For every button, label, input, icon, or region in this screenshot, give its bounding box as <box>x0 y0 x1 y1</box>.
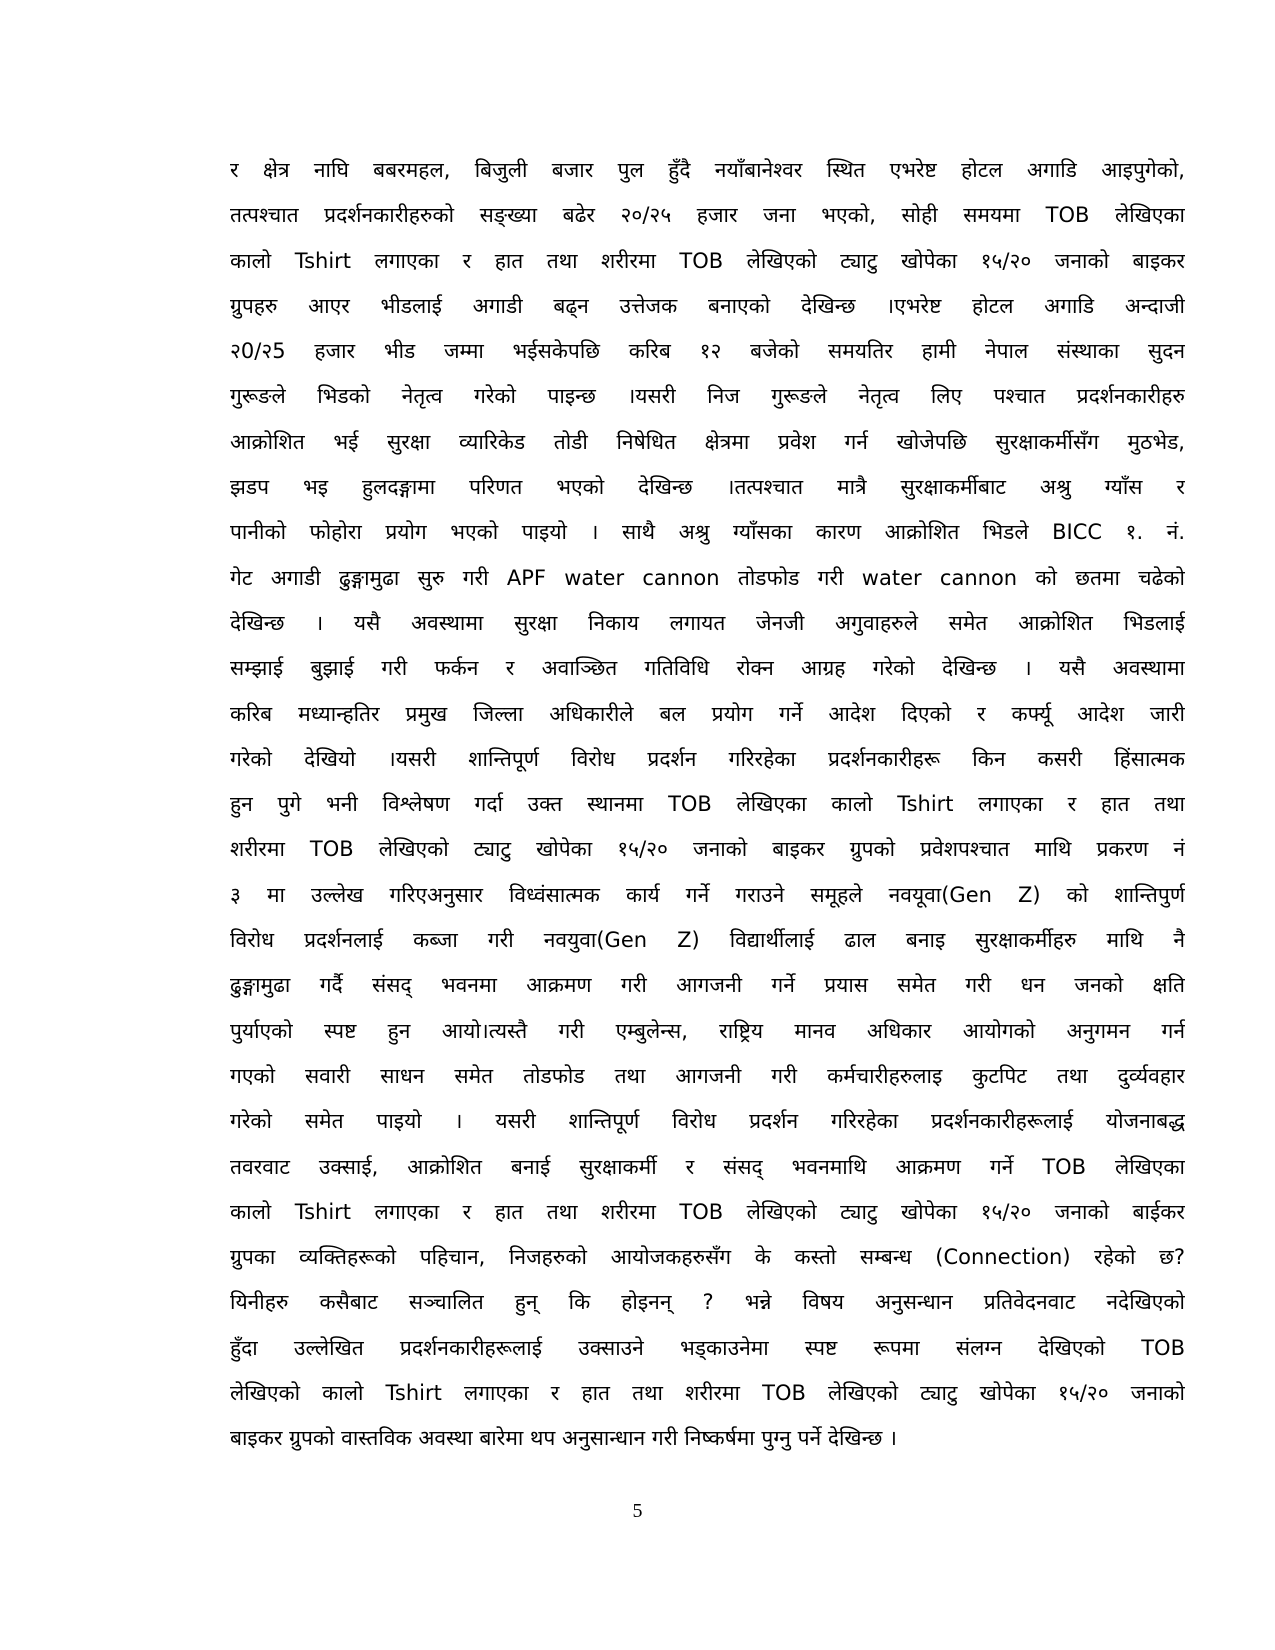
paragraph-line: गएको सवारी साधन समेत तोडफोड तथा आगजनी गरी कर्मचारीहरुलाइ कुटपिट तथा दुर्व्यवहार <box>230 1063 1185 1088</box>
paragraph-line: हुँदा उल्लेखित प्रदर्शनकारीहरूलाई उक्साउने भड्काउनेमा स्पष्ट रूपमा संलग्न देखिएको TOB <box>230 1335 1185 1360</box>
paragraph-line: २0/२5 हजार भीड जम्मा भईसकेपछि करिब १२ बजेको समयतिर हामी नेपाल संस्थाका सुदन <box>230 339 1185 364</box>
paragraph-line: देखिन्छ । यसै अवस्थामा सुरक्षा निकाय लगायत जेनजी अगुवाहरुले समेत आक्रोशित भिडलाई <box>230 610 1185 635</box>
paragraph-line: तत्पश्चात प्रदर्शनकारीहरुको सङ्ख्या बढेर २०/२५ हजार जना भएको, सोही समयमा TOB लेखिएका <box>230 203 1185 228</box>
paragraph-line: कालो Tshirt लगाएका र हात तथा शरीरमा TOB लेखिएको ट्याटु खोपेका १५/२० जनाको बाईकर <box>230 1199 1185 1224</box>
paragraph-line: कालो Tshirt लगाएका र हात तथा शरीरमा TOB लेखिएको ट्याटु खोपेका १५/२० जनाको बाइकर <box>230 248 1185 273</box>
paragraph-line: आक्रोशित भई सुरक्षा व्यारिकेड तोडी निषेधित क्षेत्रमा प्रवेश गर्न खोजेपछि सुरक्षाकर्मीसँग मुठभेड, <box>230 429 1185 454</box>
paragraph-line: सम्झाई बुझाई गरी फर्कन र अवाञ्छित गतिविधि रोक्न आग्रह गरेको देखिन्छ । यसै अवस्थामा <box>230 656 1185 681</box>
paragraph-line: ढुङ्गामुढा गर्दै संसद् भवनमा आक्रमण गरी आगजनी गर्ने प्रयास समेत गरी धन जनको क्षति <box>230 973 1185 998</box>
paragraph-line: लेखिएको कालो Tshirt लगाएका र हात तथा शरीरमा TOB लेखिएको ट्याटु खोपेका १५/२० जनाको <box>230 1381 1185 1406</box>
paragraph-line: विरोध प्रदर्शनलाई कब्जा गरी नवयुवा(Gen Z) विद्यार्थीलाई ढाल बनाइ सुरक्षाकर्मीहरु माथि नै <box>230 928 1185 953</box>
paragraph-line: गरेको समेत पाइयो । यसरी शान्तिपूर्ण विरोध प्रदर्शन गरिरहेका प्रदर्शनकारीहरूलाई योजनाबद्ध <box>230 1109 1185 1134</box>
paragraph-line: गुरूङले भिडको नेतृत्व गरेको पाइन्छ ।यसरी निज गुरूङले नेतृत्व लिए पश्चात प्रदर्शनकारीहरु <box>230 384 1185 409</box>
paragraph-line: यिनीहरु कसैबाट सञ्चालित हुन् कि होइनन् ? भन्ने विषय अनुसन्धान प्रतिवेदनवाट नदेखिएको <box>230 1290 1185 1315</box>
paragraph-line: करिब मध्यान्हतिर प्रमुख जिल्ला अधिकारीले बल प्रयोग गर्ने आदेश दिएको र कर्फ्यू आदेश जारी <box>230 701 1185 726</box>
paragraph-line: हुन पुगे भनी विश्लेषण गर्दा उक्त स्थानमा TOB लेखिएका कालो Tshirt लगाएका र हात तथा <box>230 792 1185 817</box>
paragraph-line: पुर्याएको स्पष्ट हुन आयो।त्यस्तै गरी एम्बुलेन्स, राष्ट्रिय मानव अधिकार आयोगको अनुगमन गर्न <box>230 1018 1185 1043</box>
paragraph-line: र क्षेत्र नाघि बबरमहल, बिजुली बजार पुल हुँदै नयाँबानेश्वर स्थित एभरेष्ट होटल अगाडि आइपुगेको, <box>230 158 1185 182</box>
paragraph-line: तवरवाट उक्साई, आक्रोशित बनाई सुरक्षाकर्मी र संसद् भवनमाथि आक्रमण गर्ने TOB लेखिएका <box>230 1154 1185 1179</box>
paragraph-line: ग्रुपका व्यक्तिहरूको पहिचान, निजहरुको आयोजकहरुसँग के कस्तो सम्बन्ध (Connection) रहेको छ? <box>230 1245 1185 1270</box>
paragraph-line: पानीको फोहोरा प्रयोग भएको पाइयो । साथै अश्रु ग्याँसका कारण आक्रोशित भिडले BICC १. नं. <box>230 520 1185 545</box>
page-number: 5 <box>632 1500 643 1522</box>
paragraph-line: ३ मा उल्लेख गरिएअनुसार विध्वंसात्मक कार्य गर्ने गराउने समूहले नवयूवा(Gen Z) को शान्तिपुर्ण <box>230 882 1185 907</box>
body-paragraph <box>230 148 1185 1462</box>
paragraph-line: गेट अगाडी ढुङ्गामुढा सुरु गरी APF water cannon तोडफोड गरी water cannon को छतमा चढेको <box>230 565 1185 590</box>
paragraph-line: ग्रुपहरु आएर भीडलाई अगाडी बढ्न उत्तेजक बनाएको देखिन्छ ।एभरेष्ट होटल अगाडि अन्दाजी <box>230 293 1185 318</box>
paragraph-line: बाइकर ग्रुपको वास्तविक अवस्था बारेमा थप अनुसान्धान गरी निष्कर्षमा पुग्नु पर्ने देखिन्छ । <box>230 1426 897 1451</box>
paragraph-line: शरीरमा TOB लेखिएको ट्याटु खोपेका १५/२० जनाको बाइकर ग्रुपको प्रवेशपश्चात माथि प्रकरण नं <box>230 837 1185 862</box>
paragraph-line: गरेको देखियो ।यसरी शान्तिपूर्ण विरोध प्रदर्शन गरिरहेका प्रदर्शनकारीहरू किन कसरी हिंसात्मक <box>230 746 1185 771</box>
paragraph-line: झडप भइ हुलदङ्गामा परिणत भएको देखिन्छ ।तत्पश्चात मात्रै सुरक्षाकर्मीबाट अश्रु ग्याँस र <box>230 475 1185 500</box>
